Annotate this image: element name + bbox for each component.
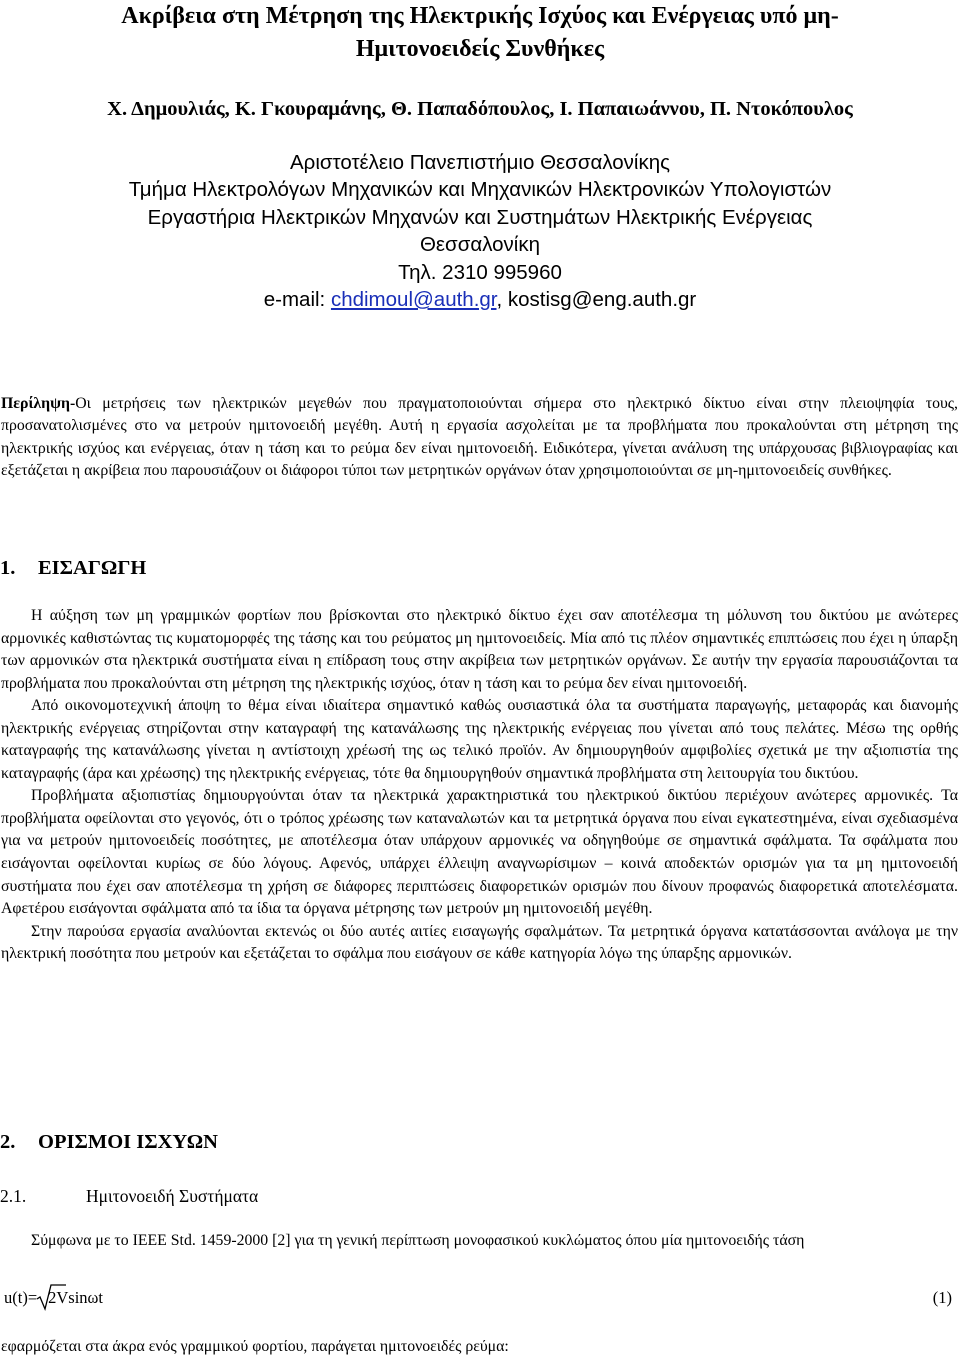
equation-1-radicand: 2: [48, 1288, 57, 1307]
department-name: Τμήμα Ηλεκτρολόγων Μηχανικών και Μηχανικών Ηλεκτρονικών Υπολογιστών: [128, 178, 832, 202]
section-2-title: ΟΡΙΣΜΟΙ ΙΣΧΥΩΝ: [38, 1131, 218, 1153]
trailing-paragraph: εφαρμόζεται στα άκρα ενός γραμμικού φορτίου, παράγεται ημιτονοειδές ρεύμα:: [1, 1338, 509, 1355]
section-2-heading: [0, 1130, 218, 1154]
subsection-2-1-paragraph: Σύμφωνα με το IEEE Std. 1459-2000 [2] για τη γενική περίπτωση μονοφασικού κυκλώματος όπου μία ημιτονοειδής τάση: [31, 1232, 805, 1249]
abstract-text: Οι μετρήσεις των ηλεκτρικών μεγεθών που πραγματοποιούνται σήμερα στο ηλεκτρικό δίκτυο είναι στην πλειοψηφία τους, προσανατολισμένες στο να μετρούν ημιτονοειδή μεγέθη. Αυτή η εργασία ασχολείται με τα προβλήματα που προκαλούνται στη μέτρηση της ηλεκτρικής ισχύος και ενέργειας, όταν η τάση και το ρεύμα δεν είναι ημιτονοειδή. Ειδικότερα, γίνεται ανάλυση της υπάρχουσας βιβλιογραφίας και εξετάζεται η ακρίβεια που παρουσιάζουν οι διάφοροι τύποι των μετρητικών οργάνων όταν χρησιμοποιούνται σε μη-ημιτονοειδείς συνθήκες.: [1, 395, 958, 479]
email-link-primary[interactable]: chdimoul@auth.gr: [330, 288, 497, 312]
section-1-paragraph: Από οικονομοτεχνική άποψη το θέμα είναι ιδιαίτερα σημαντικό καθώς ουσιαστικά όλα τα συστήματα παραγωγής, μεταφοράς και διανομής ηλεκτρικής ενέργειας στηρίζονται στην καταγραφή της κατανάλωσης της ηλεκτρικής ενέργειας που γίνεται από τους πελάτες. Μέσω της ορθής καταγραφής της κατανάλωσης γίνεται η αντίστοιχη χρέωσή της ως τελικό προϊόν. Αν δημιουργηθούν αμφιβολίες σχετικά με την αξιοπιστία της καταγραφής (άρα και χρέωσης) της ηλεκτρικής ενέργειας, τότε θα δημιουργηθούν σημαντικά προβλήματα στη λειτουργία του δικτύου.: [1, 697, 958, 782]
section-1-paragraph: Στην παρούσα εργασία αναλύονται εκτενώς οι δύο αυτές αιτίες εισαγωγής σφαλμάτων. Τα μετρητικά όργανα κατατάσσονται ανάλογα με την ηλεκτρική ποσότητα που μετρούν και εξετάζεται το σφάλμα που εισάγουν σε κάθε κατηγορία λόγω της ύπαρξης αρμονικών.: [1, 922, 958, 963]
paper-title: [0, 0, 960, 66]
phone-number: Τηλ. 2310 995960: [398, 260, 562, 284]
radical-symbol-icon: [36, 1282, 66, 1312]
section-1-body: [1, 605, 958, 966]
email-prefix: e-mail:: [263, 288, 331, 312]
subsection-2-1-body: [1, 1230, 958, 1253]
equation-1-lhs: u(t)=: [4, 1288, 38, 1307]
square-root-sign: [37, 1288, 56, 1308]
laboratory-name: Εργαστήρια Ηλεκτρικών Μηχανών και Συστημάτων Ηλεκτρικής Ενέργειας: [147, 205, 813, 229]
subsection-2-1-number: 2.1.: [0, 1186, 27, 1206]
city-name: Θεσσαλονίκη: [419, 233, 541, 257]
abstract: [1, 393, 958, 482]
paper-title-line-2: Ημιτονοειδείς Συνθήκες: [355, 36, 605, 62]
subsection-2-1-title: Ημιτονοειδή Συστήματα: [86, 1186, 259, 1206]
email-secondary: kostisg@eng.auth.gr: [507, 288, 697, 312]
equation-1-number: (1): [932, 1288, 952, 1307]
university-name: Αριστοτέλειο Πανεπιστήμιο Θεσσαλονίκης: [289, 151, 670, 174]
section-2-number: 2.: [0, 1131, 16, 1153]
affiliation-block: [0, 149, 960, 313]
abstract-label: Περίληψη-: [1, 395, 76, 412]
section-1-paragraph: Προβλήματα αξιοπιστίας δημιουργούνται όταν τα ηλεκτρικά χαρακτηριστικά του ηλεκτρικού δικτύου περιέχουν ανώτερες αρμονικές. Τα προβλήματα οφείλονται στο γεγονός, ότι ο τρόπος χρέωσης των καταναλωτών και τα μετρητικά όργανα που είναι εγκατεστημένα, είναι σχεδιασμένα για να μετρούν ημιτονοειδείς ποσότητες, με αποτέλεσμα όταν υπάρχουν αρμονικές να οδηγηθούμε σε σημαντικά σφάλματα. Τα σφάλματα που εισάγονται οφείλονται κυρίως σε δύο λόγους. Αφενός, υπάρχει έλλειψη αναγνωρίσιμων – κοινά αποδεκτών ορισμών για τα μη ημιτονοειδή συστήματα που έχει σαν αποτέλεσμα τη χρήση σε διάφορες περιπτώσεις διαφορετικών ορισμών που δίνουν προφανώς διαφορετικά αποτελέσματα. Αφετέρου εισάγονται σφάλματα από τα ίδια τα όργανα μέτρησης των μετρούν μη ημιτονοειδή μεγέθη.: [1, 787, 958, 918]
section-1-title: ΕΙΣΑΓΩΓΗ: [38, 557, 147, 579]
author-list: Χ. Δημουλιάς, Κ. Γκουραμάνης, Θ. Παπαδόπουλος, Ι. Παπαιωάννου, Π. Ντοκόπουλος: [107, 98, 853, 120]
subsection-2-1-heading: [0, 1186, 258, 1206]
email-separator: ,: [496, 288, 508, 312]
equation-1-expression: [4, 1288, 103, 1308]
email-line: [0, 286, 960, 313]
equation-1-rest: Vsinωt: [56, 1288, 104, 1307]
section-1-number: 1.: [0, 557, 16, 579]
paper-title-line-1: Ακρίβεια στη Μέτρηση της Ηλεκτρικής Ισχύος και Ενέργειας υπό μη-: [121, 3, 839, 29]
section-1-heading: [0, 556, 146, 580]
section-1-paragraph: Η αύξηση των μη γραμμικών φορτίων που βρίσκονται στο ηλεκτρικό δίκτυο έχει σαν αποτέλεσμα τη μόλυνση του δικτύου με ανώτερες αρμονικές καθιστώντας τις κυματομορφές της τάσης και του ρεύματος μη ημιτονοειδείς. Μία από τις πλέον σημαντικές επιπτώσεις που έχει η ύπαρξη των αρμονικών στα ηλεκτρικά συστήματα είναι η επίδραση τους στην ακρίβεια των μετρητικών οργάνων. Σε αυτήν την εργασία παρουσιάζονται τα προβλήματα που προκαλούνται στη μέτρηση της ηλεκτρικής ισχύος, όταν η τάση και το ρεύμα δεν είναι ημιτονοειδή.: [1, 607, 958, 692]
